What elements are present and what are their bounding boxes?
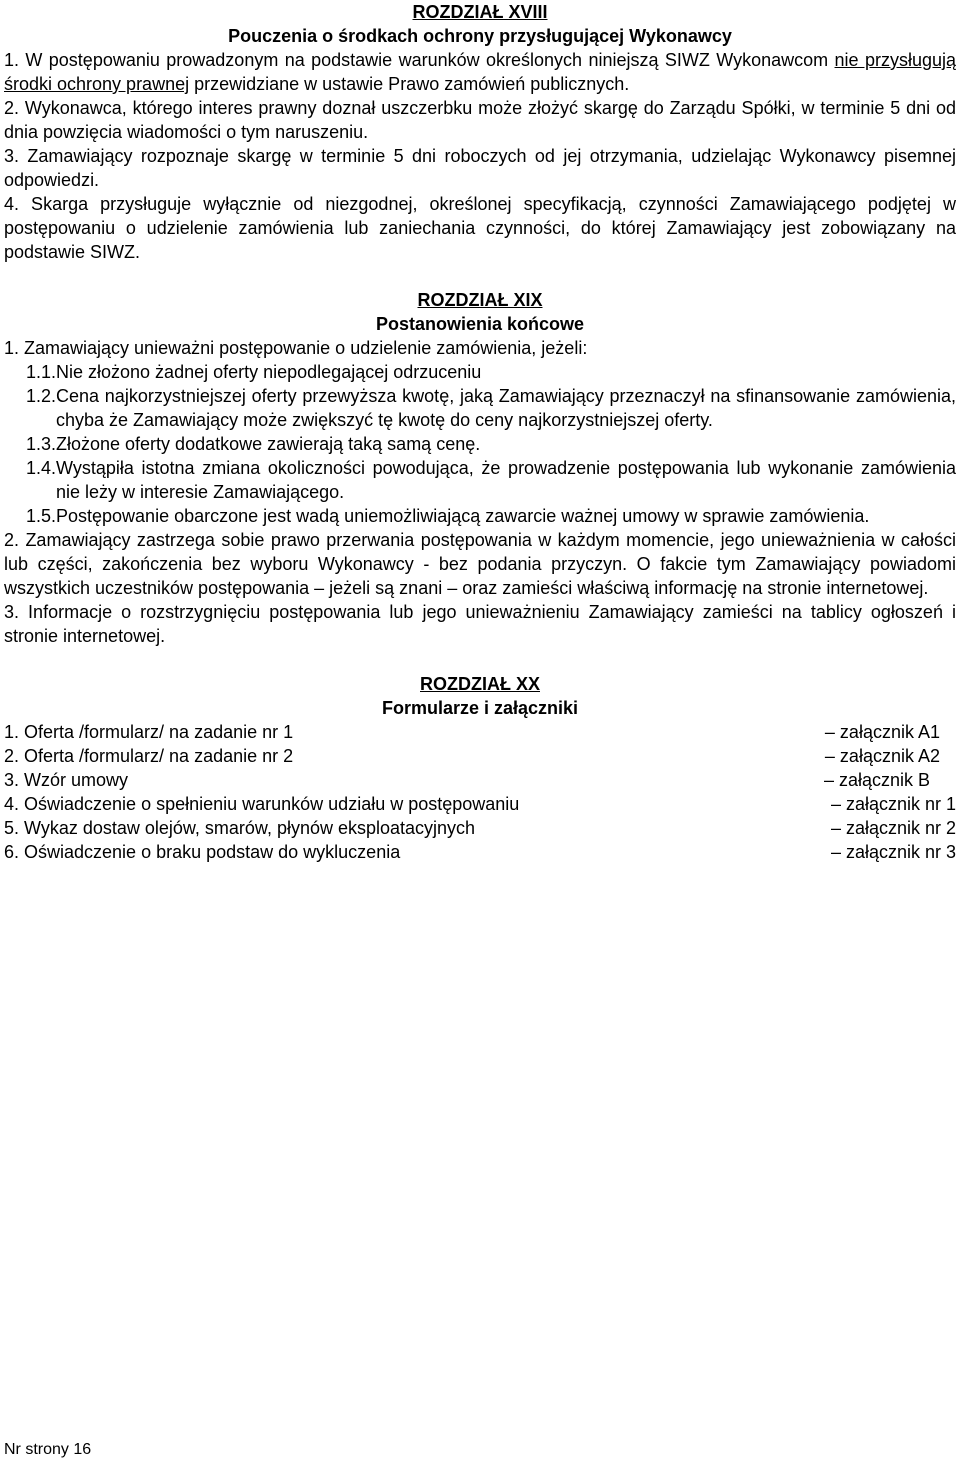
list-item bbox=[4, 360, 956, 384]
list-item-text: Cena najkorzystniejszej oferty przewyższa kwotę, jaką Zamawiający przeznaczył na sfinansowanie zamówienia, chyba że Zamawiający może zwiększyć tę kwotę do ceny najkorzystniejszej oferty. bbox=[56, 386, 956, 430]
attachment-name: 3. Wzór umowy bbox=[4, 770, 129, 790]
list-item-number: 1.1. bbox=[26, 362, 57, 382]
attachment-row bbox=[4, 720, 956, 744]
attachment-ref: – załącznik nr 1 bbox=[830, 794, 956, 814]
p1-text-a: 1. W postępowaniu prowadzonym na podstawie warunków określonych niniejszą SIWZ Wykonawcom bbox=[4, 50, 835, 70]
attachment-name: 6. Oświadczenie o braku podstaw do wykluczenia bbox=[4, 842, 401, 862]
list-item-text: Złożone oferty dodatkowe zawierają taką samą cenę. bbox=[56, 434, 481, 454]
list-item bbox=[4, 456, 956, 504]
list-item bbox=[4, 504, 956, 528]
attachment-row bbox=[4, 840, 956, 864]
chapter-19-title: ROZDZIAŁ XIX bbox=[417, 290, 543, 310]
list-item-text: Nie złożono żadnej oferty niepodlegającej odrzuceniu bbox=[56, 362, 482, 382]
attachment-ref: – załącznik B bbox=[823, 770, 930, 790]
list-item bbox=[4, 432, 956, 456]
attachment-row bbox=[4, 744, 956, 768]
spacer bbox=[4, 264, 956, 288]
chapter-19-paragraph-3: 3. Informacje o rozstrzygnięciu postępowania lub jego unieważnieniu Zamawiający zamieści na tablicy ogłoszeń i stronie internetowej. bbox=[4, 602, 956, 646]
attachment-ref: – załącznik A2 bbox=[824, 746, 940, 766]
attachment-row bbox=[4, 816, 956, 840]
attachment-name: 1. Oferta /formularz/ na zadanie nr 1 bbox=[4, 722, 294, 742]
list-item-text: Wystąpiła istotna zmiana okoliczności powodująca, że prowadzenie postępowania lub wykonanie zamówienia nie leży w interesie Zamawiającego. bbox=[56, 458, 956, 502]
chapter-19-paragraph-2: 2. Zamawiający zastrzega sobie prawo przerwania postępowania w każdym momencie, jego unieważnienia w całości lub części, zakończenia bez wyboru Wykonawcy - bez podania przyczyn. O fakcie tym Zamawiający powiadomi wszystkich uczestników postępowania – jeżeli są znani – oraz zamieści właściwą informację na stronie internetowej. bbox=[4, 530, 956, 598]
list-item-number: 1.5. bbox=[26, 506, 57, 526]
attachment-ref: – załącznik nr 2 bbox=[830, 818, 956, 838]
chapter-18-paragraph-2: 2. Wykonawca, którego interes prawny doznał uszczerbku może złożyć skargę do Zarządu Spółki, w terminie 5 dni od dnia powzięcia wiadomości o tym naruszeniu. bbox=[4, 98, 956, 142]
chapter-19-subtitle: Postanowienia końcowe bbox=[375, 314, 585, 334]
chapter-20-subtitle: Formularze i załączniki bbox=[381, 698, 579, 718]
attachment-name: 2. Oferta /formularz/ na zadanie nr 2 bbox=[4, 746, 294, 766]
chapter-18-paragraph-3: 3. Zamawiający rozpoznaje skargę w terminie 5 dni roboczych od jej otrzymania, udzielając Wykonawcy pisemnej odpowiedzi. bbox=[4, 146, 956, 190]
document-content bbox=[4, 0, 956, 864]
list-item-number: 1.4. bbox=[26, 458, 57, 478]
attachment-name: 5. Wykaz dostaw olejów, smarów, płynów eksploatacyjnych bbox=[4, 818, 476, 838]
attachment-ref: – załącznik A1 bbox=[824, 722, 940, 742]
page-number: Nr strony 16 bbox=[4, 1441, 92, 1458]
list-item-number: 1.2. bbox=[26, 386, 57, 406]
chapter-20-title: ROZDZIAŁ XX bbox=[420, 674, 540, 694]
p1-text-underlined: nie przysługują środki ochrony prawnej bbox=[4, 50, 956, 94]
attachment-name: 4. Oświadczenie o spełnieniu warunków udziału w postępowaniu bbox=[4, 794, 520, 814]
chapter-18-subtitle: Pouczenia o środkach ochrony przysługującej Wykonawcy bbox=[228, 26, 732, 46]
chapter-19-paragraph-1: 1. Zamawiający unieważni postępowanie o udzielenie zamówienia, jeżeli: bbox=[4, 338, 588, 358]
attachment-row bbox=[4, 792, 956, 816]
chapter-18-title: ROZDZIAŁ XVIII bbox=[412, 2, 548, 22]
spacer bbox=[4, 648, 956, 672]
list-item-text: Postępowanie obarczone jest wadą uniemożliwiającą zawarcie ważnej umowy w sprawie zamówienia. bbox=[56, 506, 870, 526]
chapter-18-paragraph-1 bbox=[4, 48, 956, 96]
attachment-ref: – załącznik nr 3 bbox=[830, 842, 956, 862]
attachment-row bbox=[4, 768, 956, 792]
chapter-18-paragraph-4: 4. Skarga przysługuje wyłącznie od niezgodnej, określonej specyfikacją, czynności Zamawiającego podjętej w postępowaniu o udzielenie zamówienia lub zaniechania czynności, do której Zamawiający jest zobowiązany na podstawie SIWZ. bbox=[4, 194, 956, 262]
list-item-number: 1.3. bbox=[26, 434, 57, 454]
p1-text-b: przewidziane w ustawie Prawo zamówień publicznych. bbox=[189, 74, 630, 94]
list-item bbox=[4, 384, 956, 432]
